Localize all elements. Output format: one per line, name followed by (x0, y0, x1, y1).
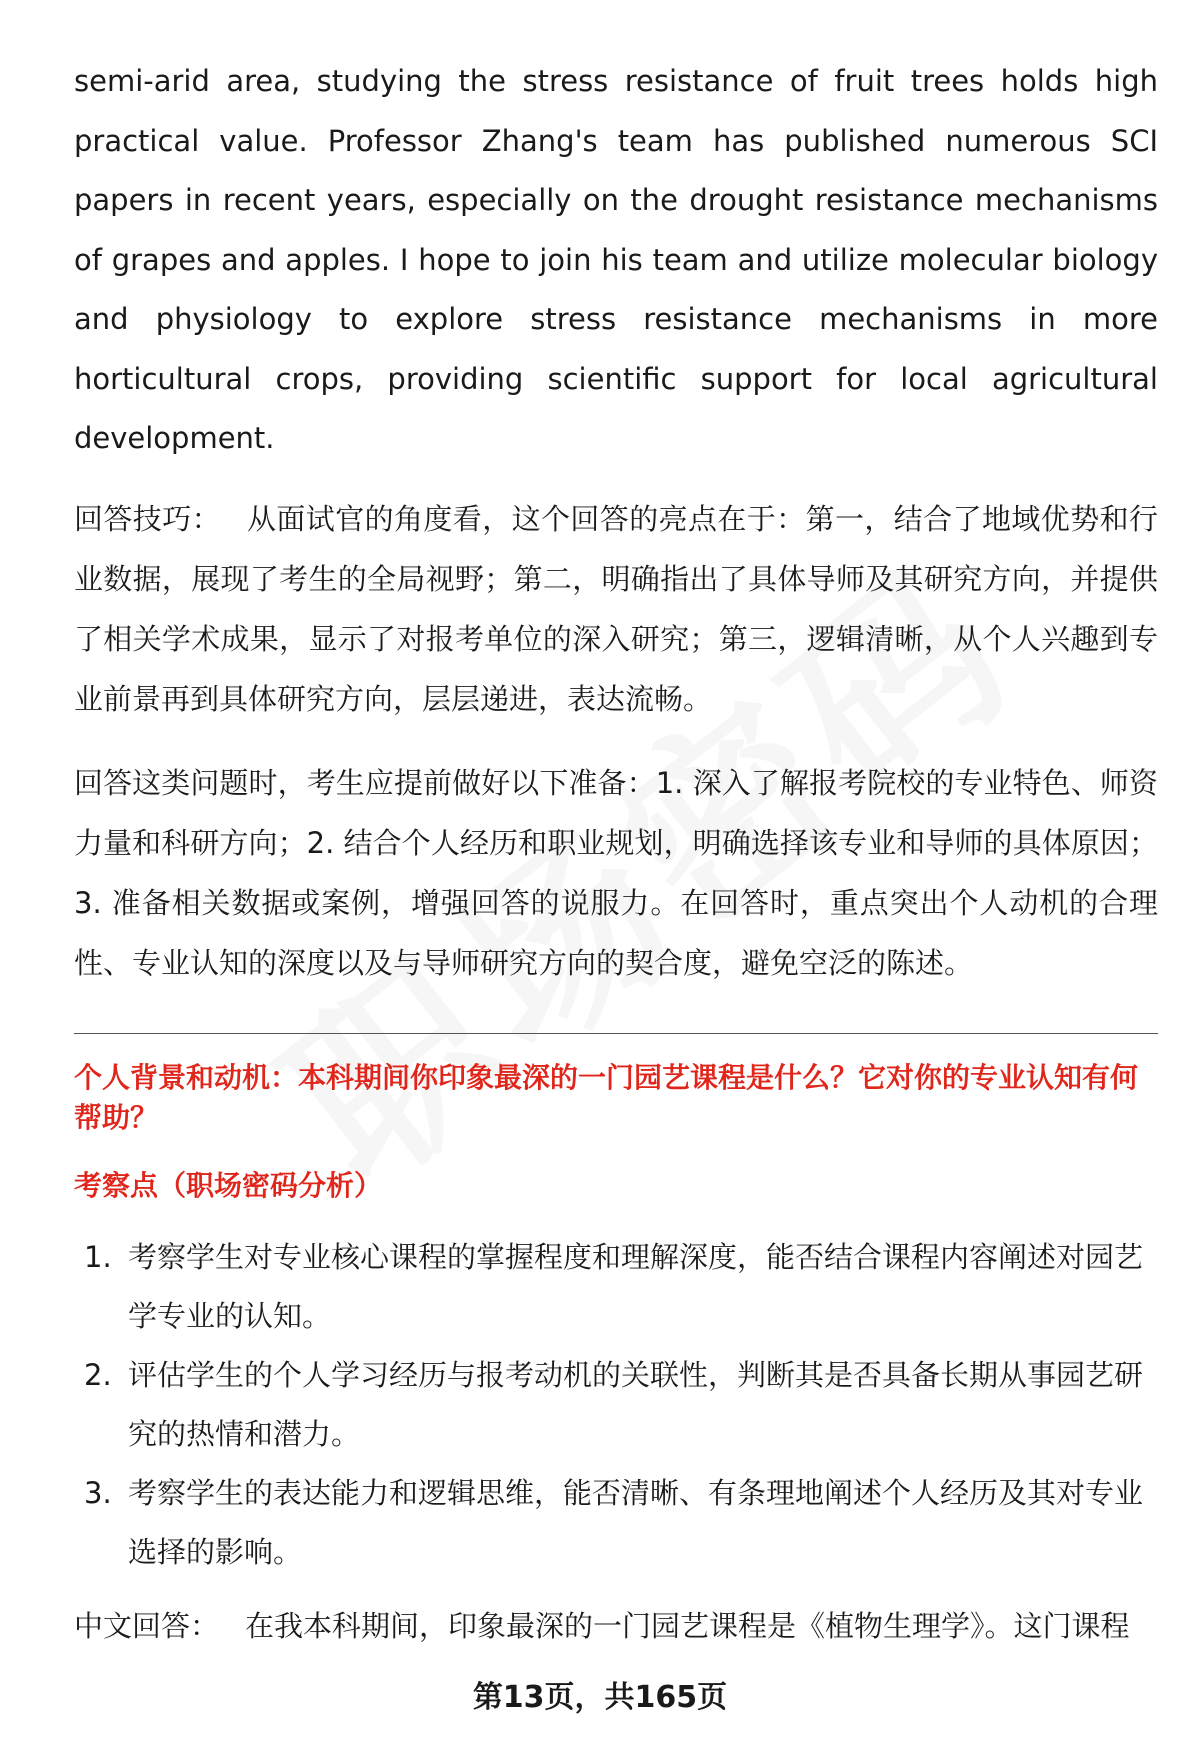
list-item-text: 考察学生的表达能力和逻辑思维，能否清晰、有条理地阐述个人经历及其对专业选择的影响。 (128, 1475, 1144, 1569)
list-item-number: 1. (84, 1239, 112, 1274)
page-footer: 第13页，共165页 (472, 1680, 728, 1715)
tips-label: 回答技巧： (74, 501, 221, 536)
list-item (74, 1464, 1158, 1582)
chinese-answer-text: 在我本科期间，印象最深的一门园艺课程是《植物生理学》。这门课程 (245, 1608, 1130, 1643)
tips-paragraph (74, 489, 1158, 729)
analysis-title: 考察点（职场密码分析） (74, 1168, 383, 1202)
document-page (74, 52, 1158, 1680)
list-item-text: 考察学生对专业核心课程的掌握程度和理解深度，能否结合课程内容阐述对园艺学专业的认知。 (128, 1239, 1144, 1333)
chinese-answer-label: 中文回答： (74, 1608, 220, 1643)
list-item (74, 1228, 1158, 1346)
analysis-list (74, 1228, 1158, 1582)
list-item-number: 3. (84, 1475, 112, 1510)
question-heading: 个人背景和动机：本科期间你印象最深的一门园艺课程是什么？它对你的专业认知有何帮助？ (74, 1060, 1139, 1134)
section-divider (74, 1033, 1158, 1034)
intro-paragraph: semi-arid area, studying the stress resistance of fruit trees holds high practical value. Professor Zhang's team has published numerous SCI papers in recent years, especially on the drought resistance mechanisms of grapes and apples. I hope to join his team and utilize molecular biology and physiology to explore stress resistance mechanisms in more horticultural crops, providing scientific support for local agricultural development. (74, 64, 1158, 455)
tips-text: 从面试官的角度看，这个回答的亮点在于：第一，结合了地域优势和行业数据，展现了考生的全局视野；第二，明确指出了具体导师及其研究方向，并提供了相关学术成果，显示了对报考单位的深入研究；第三，逻辑清晰，从个人兴趣到专业前景再到具体研究方向，层层递进，表达流畅。 (74, 501, 1158, 716)
chinese-answer-paragraph (74, 1596, 1158, 1656)
preparation-paragraph: 回答这类问题时，考生应提前做好以下准备：1. 深入了解报考院校的专业特色、师资力量和科研方向；2. 结合个人经历和职业规划，明确选择该专业和导师的具体原因；3. 准备相关数据或案例，增强回答的说服力。在回答时，重点突出个人动机的合理性、专业认知的深度以及与导师研究方向的契合度，避免空泛的陈述。 (74, 765, 1158, 980)
list-item-text: 评估学生的个人学习经历与报考动机的关联性，判断其是否具备长期从事园艺研究的热情和潜力。 (128, 1357, 1144, 1451)
list-item-number: 2. (84, 1357, 112, 1392)
list-item (74, 1346, 1158, 1464)
